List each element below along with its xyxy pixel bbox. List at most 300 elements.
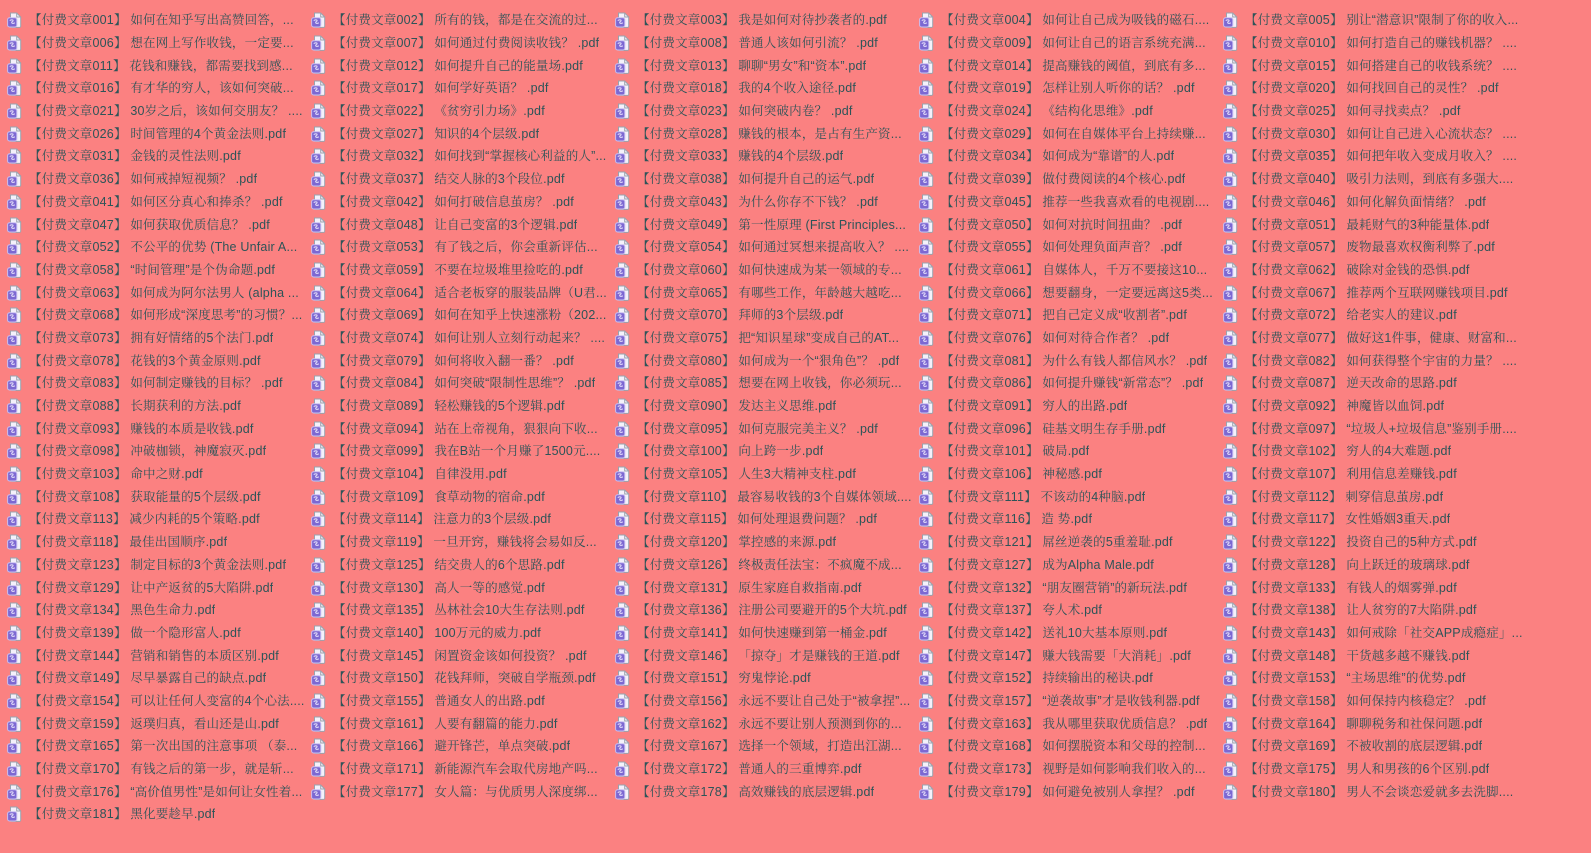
file-item[interactable] [1220,622,1524,645]
pdf-document-icon [311,35,326,51]
file-item[interactable] [1220,236,1524,259]
file-item[interactable] [916,372,1220,395]
file-item[interactable] [612,213,916,236]
file-name: 【付费文章082】 如何获得整个宇宙的力量？ .... [1245,353,1518,368]
file-item[interactable] [916,54,1220,77]
file-item[interactable] [4,236,308,259]
pdf-document-icon [919,511,934,527]
file-name: 【付费文章125】 结交贵人的6个思路.pdf [333,557,565,572]
file-item[interactable] [612,191,916,214]
file-item[interactable] [4,77,308,100]
file-item[interactable] [612,463,916,486]
file-item[interactable] [612,508,916,531]
file-item[interactable] [612,281,916,304]
pdf-document-icon [7,217,22,233]
file-item[interactable] [612,485,916,508]
file-item[interactable] [4,304,308,327]
file-item[interactable] [308,32,612,55]
file-item[interactable] [612,780,916,803]
file-item[interactable] [308,372,612,395]
file-item[interactable] [612,236,916,259]
file-item[interactable] [916,758,1220,781]
file-item[interactable] [308,327,612,350]
pdf-document-icon [1223,330,1238,346]
file-item[interactable] [1220,372,1524,395]
file-item[interactable] [308,644,612,667]
pdf-document-icon [615,58,630,74]
file-item[interactable] [1220,780,1524,803]
file-item[interactable] [308,599,612,622]
file-item[interactable] [1220,168,1524,191]
file-item[interactable] [308,9,612,32]
pdf-document-icon [7,648,22,664]
pdf-document-icon [7,489,22,505]
file-item[interactable] [308,554,612,577]
pdf-document-icon [311,148,326,164]
file-item[interactable] [1220,440,1524,463]
pdf-document-icon [919,784,934,800]
file-name: 【付费文章114】 注意力的3个层级.pdf [333,512,552,527]
file-name: 【付费文章106】 神秘感.pdf [941,467,1103,482]
file-item[interactable] [1220,576,1524,599]
file-item[interactable] [916,690,1220,713]
file-item[interactable] [308,191,612,214]
file-item[interactable] [4,463,308,486]
pdf-document-icon [7,35,22,51]
pdf-document-icon [919,421,934,437]
file-name: 【付费文章009】 如何让自己的语言系统充满... [941,36,1206,51]
file-item[interactable] [308,712,612,735]
file-name: 【付费文章153】 “主场思维”的优势.pdf [1245,671,1466,686]
file-item[interactable] [612,395,916,418]
file-item[interactable] [4,327,308,350]
file-name: 【付费文章108】 获取能量的5个层级.pdf [29,489,261,504]
file-item[interactable] [612,417,916,440]
pdf-document-icon [1223,511,1238,527]
pdf-document-icon [311,466,326,482]
file-item[interactable] [612,576,916,599]
pdf-document-icon [1223,217,1238,233]
pdf-document-icon [7,126,22,142]
file-item[interactable] [916,259,1220,282]
pdf-document-icon [311,602,326,618]
file-item[interactable] [4,191,308,214]
file-item[interactable] [4,145,308,168]
file-name: 【付费文章120】 掌控感的来源.pdf [637,535,837,550]
file-item[interactable] [916,576,1220,599]
file-item[interactable] [4,485,308,508]
file-item[interactable] [1220,508,1524,531]
file-item[interactable] [308,531,612,554]
pdf-document-icon [311,262,326,278]
file-item[interactable] [612,440,916,463]
file-name: 【付费文章115】 如何处理退费问题？ .pdf [637,512,878,527]
file-item[interactable] [1220,531,1524,554]
file-item[interactable] [1220,100,1524,123]
file-item[interactable] [4,803,308,826]
file-item[interactable] [612,9,916,32]
pdf-document-icon [1223,126,1238,142]
pdf-document-icon [919,738,934,754]
file-item[interactable] [308,77,612,100]
file-item[interactable] [1220,191,1524,214]
pdf-document-icon [7,307,22,323]
file-item[interactable] [308,122,612,145]
file-item[interactable] [612,667,916,690]
file-item[interactable] [1220,54,1524,77]
pdf-document-icon [1223,12,1238,28]
file-item[interactable] [916,77,1220,100]
file-item[interactable] [916,236,1220,259]
file-item[interactable] [4,372,308,395]
file-item[interactable] [4,622,308,645]
file-name: 【付费文章010】 如何打造自己的赚钱机器？ .... [1245,36,1518,51]
pdf-document-icon [7,716,22,732]
file-item[interactable] [308,304,612,327]
file-item[interactable] [308,54,612,77]
file-name: 【付费文章033】 赚钱的4个层级.pdf [637,149,844,164]
file-item[interactable] [1220,213,1524,236]
file-item[interactable] [612,100,916,123]
file-item[interactable] [4,100,308,123]
file-name: 【付费文章042】 如何打破信息茧房？ .pdf [333,194,574,209]
pdf-document-icon [1223,307,1238,323]
pdf-document-icon [1223,693,1238,709]
file-name: 【付费文章081】 为什么有钱人都信风水？ .pdf [941,353,1208,368]
pdf-document-icon [615,580,630,596]
file-item[interactable] [916,327,1220,350]
file-item[interactable] [916,735,1220,758]
file-item[interactable] [612,122,916,145]
file-item[interactable] [308,508,612,531]
file-name: 【付费文章048】 让自己变富的3个逻辑.pdf [333,217,578,232]
file-item[interactable] [308,780,612,803]
file-item[interactable] [4,9,308,32]
file-item[interactable] [916,168,1220,191]
file-item[interactable] [916,622,1220,645]
file-item[interactable] [4,576,308,599]
file-item[interactable] [916,644,1220,667]
file-item[interactable] [4,440,308,463]
file-item[interactable] [4,531,308,554]
file-name: 【付费文章096】 硅基文明生存手册.pdf [941,421,1166,436]
file-name: 【付费文章019】 怎样让别人听你的话？ .pdf [941,81,1195,96]
file-item[interactable] [612,259,916,282]
file-item[interactable] [612,54,916,77]
file-name: 【付费文章113】 减少内耗的5个策略.pdf [29,512,260,527]
file-item[interactable] [612,690,916,713]
file-item[interactable] [4,395,308,418]
pdf-document-icon [7,171,22,187]
pdf-document-icon [919,285,934,301]
file-item[interactable] [612,644,916,667]
file-item[interactable] [1220,259,1524,282]
file-item[interactable] [4,508,308,531]
file-name: 【付费文章066】 想要翻身，一定要远离这5类... [941,285,1213,300]
file-name: 【付费文章099】 我在B站一个月赚了1500元.... [333,444,601,459]
file-item[interactable] [4,758,308,781]
file-item[interactable] [1220,667,1524,690]
pdf-document-icon [919,580,934,596]
file-item[interactable] [1220,554,1524,577]
pdf-document-icon [615,511,630,527]
pdf-document-icon [7,330,22,346]
file-name: 【付费文章068】 如何形成“深度思考”的习惯？... [29,308,303,323]
file-item[interactable] [4,417,308,440]
pdf-document-icon [919,171,934,187]
file-name: 【付费文章064】 适合老板穿的服装品牌（U君... [333,285,607,300]
file-item[interactable] [308,417,612,440]
file-name: 【付费文章030】 如何让自己进入心流状态？ .... [1245,126,1518,141]
file-name: 【付费文章041】 如何区分真心和捧杀？ .pdf [29,194,283,209]
file-item[interactable] [916,395,1220,418]
file-item[interactable] [1220,304,1524,327]
file-name: 【付费文章127】 成为Alpha Male.pdf [941,557,1154,572]
pdf-document-icon [311,285,326,301]
file-item[interactable] [1220,349,1524,372]
pdf-document-icon [919,648,934,664]
file-name: 【付费文章171】 新能源汽车会取代房地产吗... [333,762,598,777]
file-item[interactable] [916,780,1220,803]
file-item[interactable] [308,168,612,191]
pdf-document-icon [311,12,326,28]
pdf-document-icon [919,148,934,164]
file-name: 【付费文章180】 男人不会谈恋爱就多去洗脚.... [1245,784,1514,799]
file-item[interactable] [916,463,1220,486]
file-name: 【付费文章031】 金钱的灵性法则.pdf [29,149,241,164]
file-name: 【付费文章071】 把自己定义成“收割者”.pdf [941,308,1188,323]
file-name: 【付费文章049】 第一性原理 (First Principles... [637,217,907,232]
pdf-document-icon [615,602,630,618]
file-item[interactable] [916,122,1220,145]
file-item[interactable] [612,32,916,55]
file-item[interactable] [4,32,308,55]
file-name: 【付费文章083】 如何制定赚钱的目标？ .pdf [29,376,283,391]
file-item[interactable] [308,485,612,508]
file-item[interactable] [1220,77,1524,100]
file-item[interactable] [4,690,308,713]
file-name: 【付费文章139】 做一个隐形富人.pdf [29,625,241,640]
file-item[interactable] [308,622,612,645]
file-name: 【付费文章087】 逆天改命的思路.pdf [1245,376,1457,391]
file-item[interactable] [612,349,916,372]
file-item[interactable] [916,508,1220,531]
file-item[interactable] [308,349,612,372]
file-item[interactable] [4,599,308,622]
file-item[interactable] [4,735,308,758]
file-item[interactable] [1220,758,1524,781]
file-name: 【付费文章085】 想要在网上收钱，你必须玩... [637,376,902,391]
file-item[interactable] [612,554,916,577]
pdf-document-icon [311,693,326,709]
pdf-document-icon [311,670,326,686]
file-name: 【付费文章091】 穷人的出路.pdf [941,399,1128,414]
file-name: 【付费文章021】 30岁之后，该如何交朋友？ .... [29,104,303,119]
file-item[interactable] [1220,735,1524,758]
file-item[interactable] [4,667,308,690]
pdf-document-icon [1223,285,1238,301]
pdf-document-icon [615,557,630,573]
file-item[interactable] [916,599,1220,622]
file-item[interactable] [916,32,1220,55]
file-item[interactable] [4,349,308,372]
file-item[interactable] [916,304,1220,327]
pdf-document-icon [919,330,934,346]
file-name: 【付费文章089】 轻松赚钱的5个逻辑.pdf [333,399,565,414]
pdf-document-icon [7,194,22,210]
file-item[interactable] [1220,281,1524,304]
file-item[interactable] [1220,417,1524,440]
pdf-document-icon [919,217,934,233]
file-name: 【付费文章038】 如何提升自己的运气.pdf [637,172,875,187]
file-item[interactable] [1220,712,1524,735]
pdf-document-icon [615,35,630,51]
file-item[interactable] [308,259,612,282]
file-name: 【付费文章016】 有才华的穷人，该如何突破... [29,81,294,96]
file-item[interactable] [612,599,916,622]
file-item[interactable] [916,145,1220,168]
file-item[interactable] [1220,327,1524,350]
file-item[interactable] [308,213,612,236]
pdf-document-icon [7,580,22,596]
file-name: 【付费文章181】 黑化要趁早.pdf [29,807,216,822]
file-item[interactable] [1220,122,1524,145]
pdf-document-icon [7,285,22,301]
pdf-document-icon [1223,194,1238,210]
pdf-document-icon [7,670,22,686]
file-item[interactable] [308,576,612,599]
file-name: 【付费文章133】 有钱人的烟雾弹.pdf [1245,580,1457,595]
file-name: 【付费文章090】 发达主义思维.pdf [637,399,837,414]
file-item[interactable] [916,9,1220,32]
file-item[interactable] [916,100,1220,123]
file-item[interactable] [1220,485,1524,508]
pdf-document-icon [615,716,630,732]
file-item[interactable] [612,145,916,168]
file-item[interactable] [1220,32,1524,55]
file-name: 【付费文章005】 别让“潜意识”限制了你的收入... [1245,13,1519,28]
file-item[interactable] [916,417,1220,440]
pdf-document-icon [919,103,934,119]
file-item[interactable] [1220,395,1524,418]
pdf-document-icon [1223,443,1238,459]
pdf-document-icon [919,35,934,51]
file-item[interactable] [308,145,612,168]
file-item[interactable] [612,372,916,395]
file-name: 【付费文章014】 提高赚钱的阈值，到底有多... [941,58,1206,73]
file-item[interactable] [612,168,916,191]
file-item[interactable] [612,622,916,645]
file-name: 【付费文章142】 送礼10大基本原则.pdf [941,625,1168,640]
file-item[interactable] [916,485,1220,508]
pdf-document-icon [311,194,326,210]
pdf-document-icon [615,262,630,278]
file-name: 【付费文章015】 如何搭建自己的收钱系统？ .... [1245,58,1518,73]
file-item[interactable] [4,122,308,145]
pdf-document-icon [1223,148,1238,164]
pdf-document-icon [919,58,934,74]
file-item[interactable] [4,168,308,191]
file-item[interactable] [1220,690,1524,713]
file-item[interactable] [4,281,308,304]
file-item[interactable] [308,758,612,781]
file-item[interactable] [916,349,1220,372]
pdf-document-icon [7,625,22,641]
pdf-document-icon [1223,761,1238,777]
file-name: 【付费文章047】 如何获取优质信息？ .pdf [29,217,270,232]
file-item[interactable] [308,735,612,758]
file-item[interactable] [308,236,612,259]
pdf-document-icon [7,534,22,550]
pdf-document-icon [311,398,326,414]
file-name: 【付费文章137】 夸人术.pdf [941,603,1103,618]
file-item[interactable] [612,77,916,100]
file-name: 【付费文章051】 最耗财气的3种能量体.pdf [1245,217,1490,232]
pdf-document-icon [615,330,630,346]
file-item[interactable] [308,690,612,713]
file-item[interactable] [612,531,916,554]
file-name: 【付费文章063】 如何成为阿尔法男人 (alpha ... [29,285,299,300]
file-item[interactable] [1220,9,1524,32]
pdf-document-icon [7,443,22,459]
file-item[interactable] [916,531,1220,554]
file-item[interactable] [4,712,308,735]
file-name: 【付费文章003】 我是如何对待抄袭者的.pdf [637,13,887,28]
pdf-document-icon [311,58,326,74]
file-name: 【付费文章059】 不要在垃圾堆里捡吃的.pdf [333,262,583,277]
file-item[interactable] [1220,644,1524,667]
file-name: 【付费文章054】 如何通过冥想来提高收入？ .... [637,240,910,255]
file-item[interactable] [4,644,308,667]
file-item[interactable] [308,395,612,418]
file-item[interactable] [612,304,916,327]
file-item[interactable] [4,554,308,577]
file-name: 【付费文章012】 如何提升自己的能量场.pdf [333,58,583,73]
file-item[interactable] [1220,599,1524,622]
pdf-document-icon [7,738,22,754]
file-name: 【付费文章045】 推荐一些我喜欢看的电视剧.... [941,194,1210,209]
file-item[interactable] [612,735,916,758]
file-item[interactable] [916,191,1220,214]
file-name: 【付费文章158】 如何保持内核稳定？ .pdf [1245,693,1486,708]
pdf-document-icon [7,58,22,74]
pdf-document-icon [1223,353,1238,369]
file-item[interactable] [308,100,612,123]
file-item[interactable] [4,54,308,77]
file-item[interactable] [916,712,1220,735]
file-item[interactable] [612,758,916,781]
file-item[interactable] [308,667,612,690]
file-item[interactable] [308,440,612,463]
file-item[interactable] [4,259,308,282]
file-item[interactable] [1220,145,1524,168]
file-item[interactable] [4,780,308,803]
file-item[interactable] [916,213,1220,236]
file-item[interactable] [308,463,612,486]
file-item[interactable] [916,440,1220,463]
file-item[interactable] [612,327,916,350]
pdf-document-icon [615,239,630,255]
pdf-document-icon [311,330,326,346]
file-item[interactable] [4,213,308,236]
file-item[interactable] [308,281,612,304]
file-item[interactable] [1220,463,1524,486]
file-item[interactable] [916,667,1220,690]
file-item[interactable] [612,712,916,735]
file-item[interactable] [916,281,1220,304]
file-name: 【付费文章001】 如何在知乎写出高赞回答，... [29,13,294,28]
file-item[interactable] [916,554,1220,577]
